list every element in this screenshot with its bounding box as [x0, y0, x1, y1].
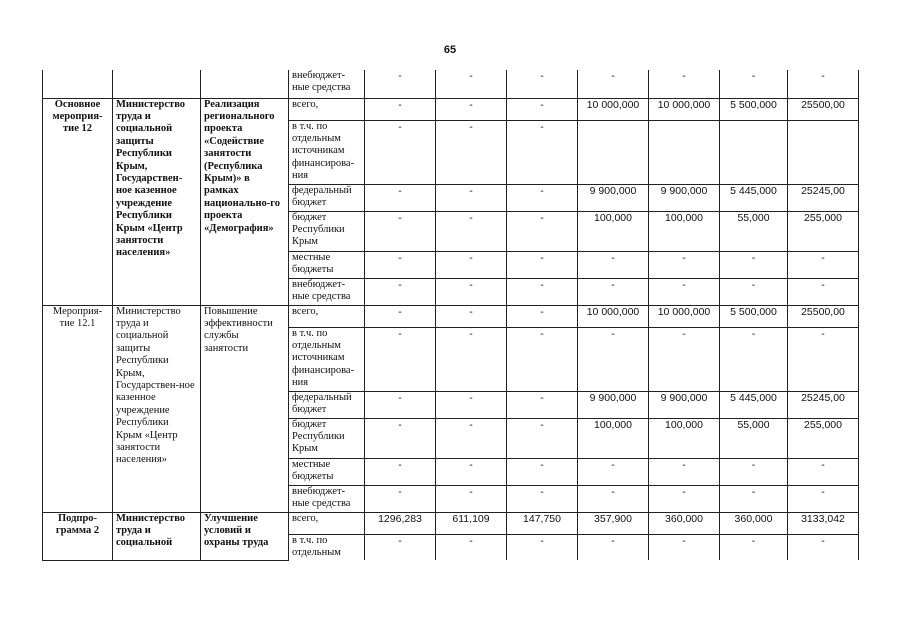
funding-source-cell: в т.ч. по отдельным источникам финансирова-ния — [289, 120, 365, 184]
amount-cell-year-7: - — [788, 70, 859, 98]
amount-cell-year-2: - — [436, 278, 507, 305]
funding-source-cell: федеральный бюджет — [289, 184, 365, 211]
amount-cell-year-4: - — [578, 278, 649, 305]
amount-cell-year-4 — [578, 120, 649, 184]
page-number: 65 — [443, 44, 457, 56]
amount-cell-year-5: 9 900,000 — [649, 184, 720, 211]
amount-cell-year-7: 255,000 — [788, 418, 859, 458]
amount-cell-year-3: - — [507, 327, 578, 391]
event-name-cell — [43, 70, 113, 98]
amount-cell-year-4: 10 000,000 — [578, 305, 649, 327]
amount-cell-year-2: - — [436, 98, 507, 120]
amount-cell-year-1: - — [365, 327, 436, 391]
amount-cell-year-2: - — [436, 418, 507, 458]
project-cell: Улучшение условий и охраны труда — [201, 512, 289, 560]
amount-cell-year-5: - — [649, 485, 720, 512]
amount-cell-year-4: 9 900,000 — [578, 184, 649, 211]
amount-cell-year-6: 5 500,000 — [720, 305, 788, 327]
amount-cell-year-2: 611,109 — [436, 512, 507, 534]
amount-cell-year-4: 10 000,000 — [578, 98, 649, 120]
amount-cell-year-5: - — [649, 534, 720, 560]
funding-source-cell: бюджет Республики Крым — [289, 211, 365, 251]
project-cell — [201, 70, 289, 98]
amount-cell-year-4: 357,900 — [578, 512, 649, 534]
amount-cell-year-6: 5 445,000 — [720, 391, 788, 418]
funding-source-cell: внебюджет-ные средства — [289, 485, 365, 512]
amount-cell-year-6: - — [720, 70, 788, 98]
amount-cell-year-1: - — [365, 251, 436, 278]
amount-cell-year-6: 5 445,000 — [720, 184, 788, 211]
amount-cell-year-4: - — [578, 534, 649, 560]
amount-cell-year-5: 10 000,000 — [649, 305, 720, 327]
amount-cell-year-3: - — [507, 534, 578, 560]
amount-cell-year-3: - — [507, 278, 578, 305]
amount-cell-year-6: - — [720, 534, 788, 560]
amount-cell-year-7: 3133,042 — [788, 512, 859, 534]
funding-source-cell: федеральный бюджет — [289, 391, 365, 418]
table-row — [43, 512, 859, 534]
amount-cell-year-3: - — [507, 485, 578, 512]
funding-source-cell: всего, — [289, 305, 365, 327]
amount-cell-year-3: - — [507, 211, 578, 251]
funding-source-cell: всего, — [289, 512, 365, 534]
executor-cell: Министерство труда и социальной защиты Республики Крым, Государствен-ное казенное учреждение Республики Крым «Центр занятости населения» — [113, 98, 201, 305]
amount-cell-year-6: 55,000 — [720, 211, 788, 251]
amount-cell-year-3: 147,750 — [507, 512, 578, 534]
amount-cell-year-3: - — [507, 184, 578, 211]
amount-cell-year-2: - — [436, 485, 507, 512]
amount-cell-year-6: - — [720, 327, 788, 391]
amount-cell-year-6: - — [720, 251, 788, 278]
amount-cell-year-7: 255,000 — [788, 211, 859, 251]
amount-cell-year-7: - — [788, 534, 859, 560]
amount-cell-year-2: - — [436, 211, 507, 251]
amount-cell-year-7: - — [788, 485, 859, 512]
amount-cell-year-5: 9 900,000 — [649, 391, 720, 418]
funding-source-cell: бюджет Республики Крым — [289, 418, 365, 458]
amount-cell-year-2: - — [436, 327, 507, 391]
event-name-cell: Основное мероприя-тие 12 — [43, 98, 113, 305]
amount-cell-year-5: - — [649, 70, 720, 98]
amount-cell-year-5: - — [649, 458, 720, 485]
amount-cell-year-3: - — [507, 120, 578, 184]
amount-cell-year-4: - — [578, 458, 649, 485]
amount-cell-year-1: - — [365, 70, 436, 98]
amount-cell-year-7: - — [788, 327, 859, 391]
amount-cell-year-3: - — [507, 305, 578, 327]
amount-cell-year-2: - — [436, 251, 507, 278]
amount-cell-year-5: - — [649, 251, 720, 278]
budget-table — [42, 70, 859, 561]
amount-cell-year-5: - — [649, 278, 720, 305]
amount-cell-year-1: - — [365, 485, 436, 512]
executor-cell: Министерство труда и социальной — [113, 512, 201, 560]
amount-cell-year-7: - — [788, 251, 859, 278]
amount-cell-year-1: - — [365, 418, 436, 458]
executor-cell: Министерство труда и социальной защиты Республики Крым, Государствен-ное казенное учреждение Республики Крым «Центр занятости населения» — [113, 305, 201, 512]
amount-cell-year-4: 100,000 — [578, 211, 649, 251]
amount-cell-year-5: 360,000 — [649, 512, 720, 534]
amount-cell-year-1: - — [365, 120, 436, 184]
funding-source-cell: местные бюджеты — [289, 458, 365, 485]
amount-cell-year-5: 100,000 — [649, 418, 720, 458]
amount-cell-year-7: - — [788, 458, 859, 485]
event-name-cell: Подпро-грамма 2 — [43, 512, 113, 560]
amount-cell-year-7 — [788, 120, 859, 184]
amount-cell-year-6 — [720, 120, 788, 184]
amount-cell-year-6: 55,000 — [720, 418, 788, 458]
amount-cell-year-1: - — [365, 98, 436, 120]
amount-cell-year-5 — [649, 120, 720, 184]
amount-cell-year-2: - — [436, 534, 507, 560]
amount-cell-year-1: - — [365, 305, 436, 327]
amount-cell-year-4: - — [578, 485, 649, 512]
amount-cell-year-3: - — [507, 251, 578, 278]
amount-cell-year-6: - — [720, 278, 788, 305]
amount-cell-year-3: - — [507, 458, 578, 485]
amount-cell-year-2: - — [436, 70, 507, 98]
amount-cell-year-2: - — [436, 458, 507, 485]
funding-source-cell: всего, — [289, 98, 365, 120]
amount-cell-year-6: - — [720, 458, 788, 485]
table-row — [43, 305, 859, 327]
amount-cell-year-7: 25500,00 — [788, 305, 859, 327]
amount-cell-year-2: - — [436, 391, 507, 418]
amount-cell-year-1: - — [365, 278, 436, 305]
amount-cell-year-7: 25500,00 — [788, 98, 859, 120]
funding-source-cell: внебюджет-ные средства — [289, 278, 365, 305]
funding-source-cell: в т.ч. по отдельным — [289, 534, 365, 560]
amount-cell-year-1: - — [365, 391, 436, 418]
amount-cell-year-3: - — [507, 98, 578, 120]
amount-cell-year-3: - — [507, 391, 578, 418]
amount-cell-year-6: - — [720, 485, 788, 512]
amount-cell-year-2: - — [436, 120, 507, 184]
amount-cell-year-4: 9 900,000 — [578, 391, 649, 418]
amount-cell-year-7: 25245,00 — [788, 391, 859, 418]
project-cell: Повышение эффективности службы занятости — [201, 305, 289, 512]
amount-cell-year-1: 1296,283 — [365, 512, 436, 534]
project-cell: Реализация регионального проекта «Содействие занятости (Республика Крым)» в рамках национально-го проекта «Демография» — [201, 98, 289, 305]
event-name-cell: Мероприя-тие 12.1 — [43, 305, 113, 512]
table-row — [43, 70, 859, 98]
amount-cell-year-6: 5 500,000 — [720, 98, 788, 120]
amount-cell-year-4: - — [578, 70, 649, 98]
amount-cell-year-2: - — [436, 305, 507, 327]
amount-cell-year-5: 100,000 — [649, 211, 720, 251]
budget-table-body — [43, 70, 859, 560]
funding-source-cell: местные бюджеты — [289, 251, 365, 278]
amount-cell-year-5: - — [649, 327, 720, 391]
amount-cell-year-1: - — [365, 534, 436, 560]
funding-source-cell: внебюджет-ные средства — [289, 70, 365, 98]
amount-cell-year-4: - — [578, 251, 649, 278]
amount-cell-year-1: - — [365, 458, 436, 485]
funding-source-cell: в т.ч. по отдельным источникам финансирова-ния — [289, 327, 365, 391]
amount-cell-year-4: - — [578, 327, 649, 391]
amount-cell-year-5: 10 000,000 — [649, 98, 720, 120]
amount-cell-year-2: - — [436, 184, 507, 211]
amount-cell-year-4: 100,000 — [578, 418, 649, 458]
amount-cell-year-7: - — [788, 278, 859, 305]
amount-cell-year-6: 360,000 — [720, 512, 788, 534]
executor-cell — [113, 70, 201, 98]
table-row — [43, 98, 859, 120]
amount-cell-year-3: - — [507, 418, 578, 458]
amount-cell-year-1: - — [365, 184, 436, 211]
amount-cell-year-3: - — [507, 70, 578, 98]
amount-cell-year-1: - — [365, 211, 436, 251]
amount-cell-year-7: 25245,00 — [788, 184, 859, 211]
